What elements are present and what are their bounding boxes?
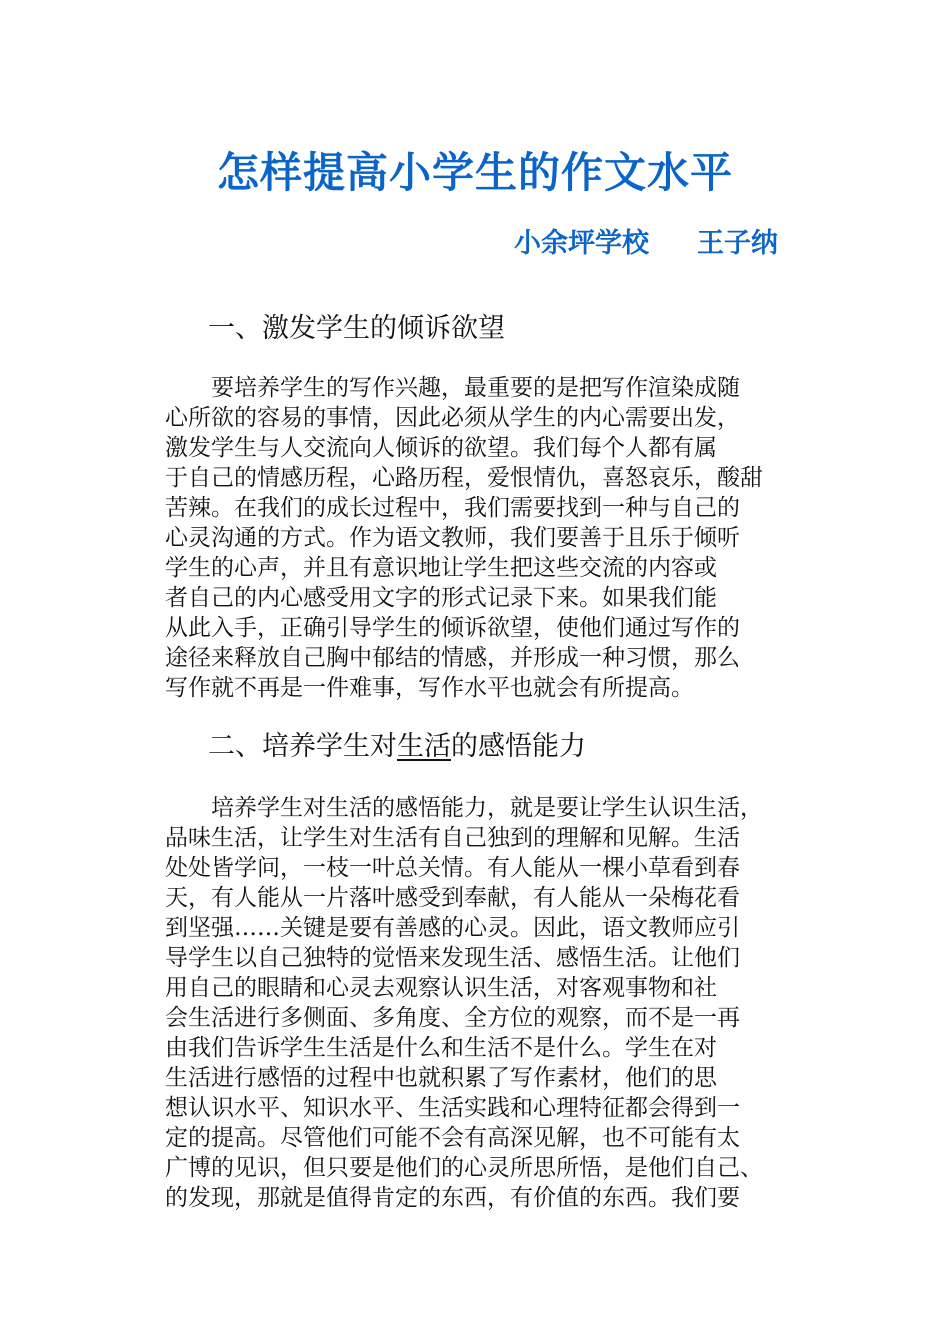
section-2-heading-keyword: 生活 <box>397 731 451 762</box>
paragraph-line: 学生的心声，并且有意识地让学生把这些交流的内容或 <box>165 555 717 581</box>
paragraph-line: 心灵沟通的方式。作为语文教师，我们要善于且乐于倾听 <box>165 525 740 551</box>
section-2-paragraph <box>165 793 763 1213</box>
paragraph-line: 的发现，那就是值得肯定的东西，有价值的东西。我们要 <box>165 1185 740 1211</box>
paragraph-line: 到坚强……关键是要有善感的心灵。因此，语文教师应引 <box>165 915 740 941</box>
section-2-heading-suffix: 的感悟能力 <box>451 731 586 762</box>
paragraph-line: 会生活进行多侧面、多角度、全方位的观察，而不是一再 <box>165 1005 740 1031</box>
paragraph-line: 用自己的眼睛和心灵去观察认识生活，对客观事物和社 <box>165 975 717 1001</box>
paragraph-line: 者自己的内心感受用文字的形式记录下来。如果我们能 <box>165 585 717 611</box>
paragraph-line: 于自己的情感历程，心路历程，爱恨情仇，喜怒哀乐，酸甜 <box>165 465 763 491</box>
paragraph-line: 天，有人能从一片落叶感受到奉献，有人能从一朵梅花看 <box>165 885 740 911</box>
paragraph-line: 导学生以自己独特的觉悟来发现生活、感悟生活。让他们 <box>165 945 740 971</box>
paragraph-line: 心所欲的容易的事情，因此必须从学生的内心需要出发， <box>165 405 740 431</box>
paragraph-line: 定的提高。尽管他们可能不会有高深见解，也不可能有太 <box>165 1125 740 1151</box>
paragraph-line: 广博的见识，但只要是他们的心灵所思所悟，是他们自己、 <box>165 1155 763 1181</box>
paragraph-line: 从此入手，正确引导学生的倾诉欲望，使他们通过写作的 <box>165 615 740 641</box>
paragraph-line: 苦辣。在我们的成长过程中，我们需要找到一种与自己的 <box>165 495 740 521</box>
paragraph-line: 由我们告诉学生生活是什么和生活不是什么。学生在对 <box>165 1035 717 1061</box>
paragraph-line: 途径来释放自己胸中郁结的情感，并形成一种习惯，那么 <box>165 645 740 671</box>
paragraph-line: 写作就不再是一件难事，写作水平也就会有所提高。 <box>165 675 694 701</box>
paragraph-line: 激发学生与人交流向人倾诉的欲望。我们每个人都有属 <box>165 435 717 461</box>
paragraph-line: 想认识水平、知识水平、生活实践和心理特征都会得到一 <box>165 1095 740 1121</box>
paragraph-line: 品味生活，让学生对生活有自己独到的理解和见解。生活 <box>165 825 740 851</box>
section-2-heading <box>208 724 586 763</box>
document-title: 怎样提高小学生的作文水平 <box>216 148 733 197</box>
paragraph-line: 处处皆学问，一枝一叶总关情。有人能从一棵小草看到春 <box>165 855 740 881</box>
paragraph-line: 培养学生对生活的感悟能力，就是要让学生认识生活， <box>165 795 763 821</box>
author-name: 王子纳 <box>697 228 778 259</box>
section-2-heading-prefix: 二、培养学生对 <box>208 731 397 762</box>
author-byline <box>514 221 778 260</box>
school-name: 小余坪学校 <box>514 228 649 259</box>
section-1-paragraph <box>165 373 763 703</box>
section-1-heading: 一、激发学生的倾诉欲望 <box>208 313 505 344</box>
paragraph-line: 生活进行感悟的过程中也就积累了写作素材，他们的思 <box>165 1065 717 1091</box>
paragraph-line: 要培养学生的写作兴趣，最重要的是把写作渲染成随 <box>165 375 740 401</box>
